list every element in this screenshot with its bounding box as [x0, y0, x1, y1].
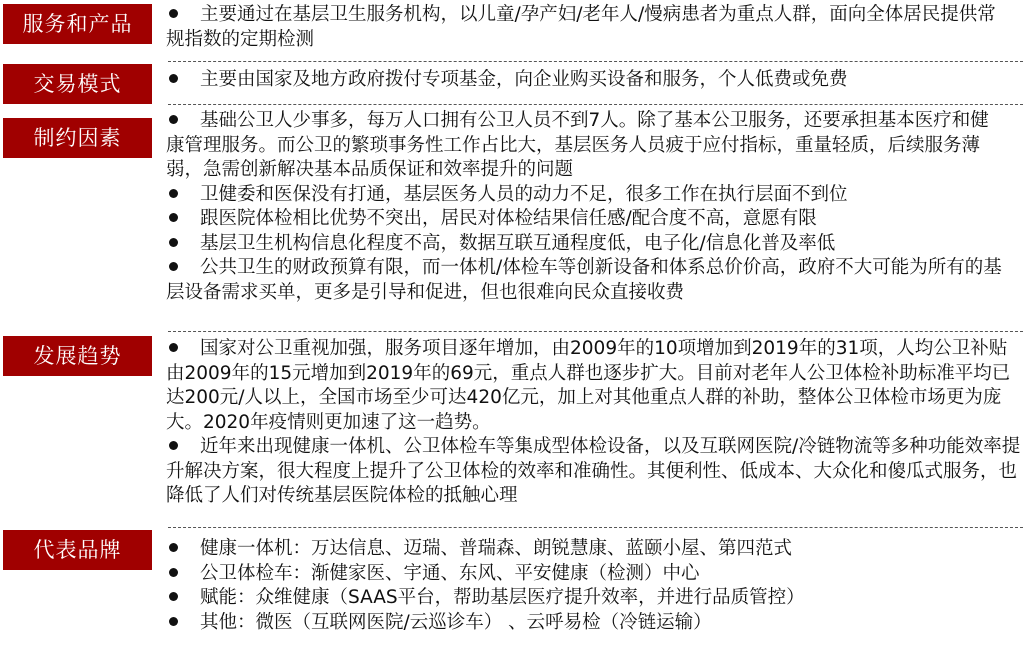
- section-label-products: 服务和产品: [3, 4, 152, 44]
- bullet-item: [166, 562, 1026, 587]
- bullet-item: [166, 337, 1024, 435]
- bullet-item: [166, 183, 1002, 208]
- bullet-dot-icon: [169, 238, 178, 247]
- bullet-item: [166, 68, 1026, 93]
- bullet-item: [166, 611, 1026, 636]
- bullet-list-products: [166, 3, 1006, 52]
- bullet-dot-icon: [169, 543, 178, 552]
- bullet-item: [166, 109, 1002, 183]
- bullet-text: 公卫体检车：渐健家医、宇通、东风、平安健康（检测）中心: [200, 562, 700, 584]
- section-label-trends: 发展趋势: [3, 336, 152, 376]
- separator-line: [168, 61, 1023, 62]
- bullet-dot-icon: [169, 617, 178, 626]
- bullet-dot-icon: [169, 441, 178, 450]
- separator-line: [168, 527, 1023, 528]
- section-label-transaction-model: 交易模式: [3, 64, 152, 104]
- bullet-list-trends: [166, 337, 1024, 509]
- bullet-dot-icon: [169, 262, 178, 271]
- bullet-item: [166, 207, 1002, 232]
- bullet-dot-icon: [169, 189, 178, 198]
- bullet-text: 健康一体机：万达信息、迈瑞、普瑞森、朗锐慧康、蓝颐小屋、第四范式: [200, 538, 793, 559]
- section-label-brands: 代表品牌: [3, 530, 152, 570]
- separator-line: [168, 104, 1023, 105]
- bullet-dot-icon: [169, 343, 178, 352]
- bullet-text: 赋能：众维健康（SAAS平台，帮助基层医疗提升效率，并进行品质管控）: [200, 587, 805, 608]
- bullet-text: 跟医院体检相比优势不突出，居民对体检结果信任感/配合度不高，意愿有限: [200, 208, 817, 229]
- bullet-item: [166, 537, 1026, 562]
- bullet-dot-icon: [169, 213, 178, 222]
- bullet-dot-icon: [169, 568, 178, 577]
- bullet-list-constraints: [166, 109, 1002, 305]
- bullet-dot-icon: [169, 74, 178, 83]
- bullet-dot-icon: [169, 115, 178, 124]
- bullet-text: 主要通过在基层卫生服务机构，以儿童/孕产妇/老年人/慢病患者为重点人群，面向全体居民提供常规指数的定期检测: [166, 4, 996, 50]
- bullet-item: [166, 256, 1002, 305]
- bullet-text: 卫健委和医保没有打通，基层医务人员的动力不足，很多工作在执行层面不到位: [200, 183, 848, 205]
- bullet-text: 国家对公卫重视加强，服务项目逐年增加，由2009年的10项增加到2019年的31项，人均公卫补贴由2009年的15元增加到2019年的69元，重点人群也逐步扩大。目前对老年人公卫体检补助标准平均已达200元/人以上，全国市场至少可达420亿元，加上对其他重点人群的补助，整体公卫体检市场更为庞大。2020年疫情则更加速了这一趋势。: [166, 338, 1011, 433]
- bullet-text: 基础公卫人少事多，每万人口拥有公卫人员不到7人。除了基本公卫服务，还要承担基本医疗和健康管理服务。而公卫的繁琐事务性工作占比大，基层医务人员疲于应付指标，重量轻质，后续服务薄弱，急需创新解决基本品质保证和效率提升的问题: [166, 110, 989, 180]
- bullet-item: [166, 232, 1002, 257]
- bullet-item: [166, 435, 1024, 509]
- bullet-list-transaction-model: [166, 68, 1026, 93]
- bullet-item: [166, 3, 1006, 52]
- bullet-dot-icon: [169, 9, 178, 18]
- section-label-constraints: 制约因素: [3, 118, 152, 158]
- bullet-text: 公共卫生的财政预算有限，而一体机/体检车等创新设备和体系总价价高，政府不大可能为所有的基层设备需求买单，更多是引导和促进，但也很难向民众直接收费: [166, 257, 1002, 303]
- bullet-text: 其他：微医（互联网医院/云巡诊车） 、云呼易检（冷链运输）: [200, 611, 712, 633]
- bullet-list-brands: [166, 537, 1026, 635]
- separator-line: [168, 331, 1023, 332]
- bullet-text: 近年来出现健康一体机、公卫体检车等集成型体检设备，以及互联网医院/冷链物流等多种功能效率提升解决方案，很大程度上提升了公卫体检的效率和准确性。其便利性、低成本、大众化和傻瓜式服务，也降低了人们对传统基层医院体检的抵触心理: [166, 436, 1021, 506]
- bullet-dot-icon: [169, 592, 178, 601]
- bullet-text: 基层卫生机构信息化程度不高，数据互联互通程度低，电子化/信息化普及率低: [200, 232, 836, 254]
- bullet-text: 主要由国家及地方政府拨付专项基金，向企业购买设备和服务，个人低费或免费: [200, 69, 848, 90]
- bullet-item: [166, 586, 1026, 611]
